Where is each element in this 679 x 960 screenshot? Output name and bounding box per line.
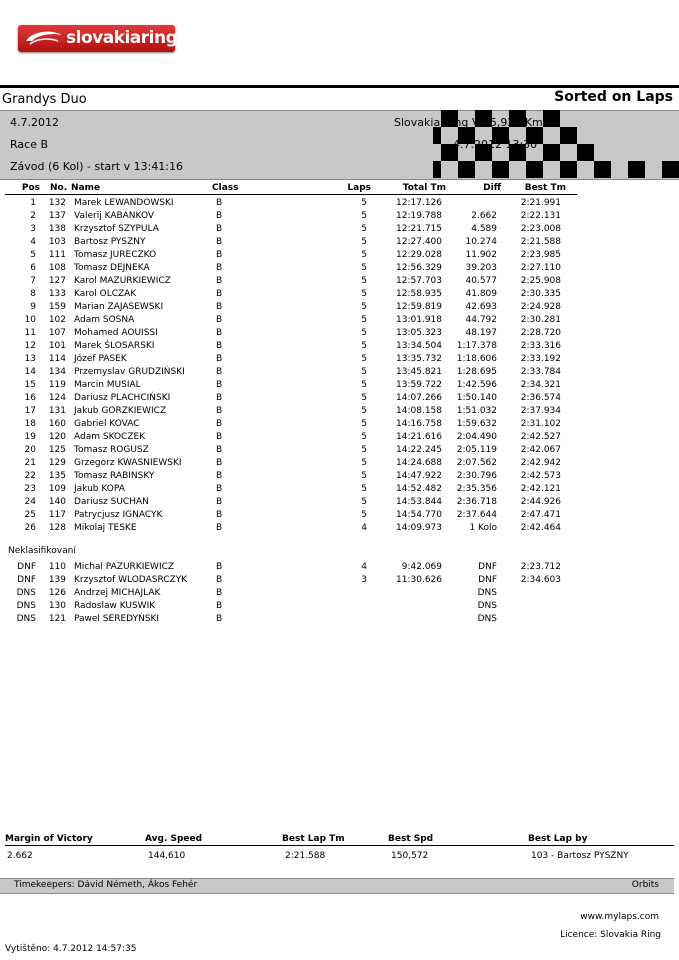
cell-class: B	[216, 497, 223, 507]
cell-name: Tomasz RABINSKY	[74, 471, 155, 481]
cell-pos: 5	[30, 250, 36, 260]
cell-laps: 5	[361, 510, 367, 520]
cell-laps: 5	[361, 224, 367, 234]
cell-pos: DNF	[17, 562, 36, 572]
cell-class: B	[216, 302, 223, 312]
cell-laps: 5	[361, 367, 367, 377]
cell-pos: 12	[24, 341, 36, 351]
cell-best: 2:33.316	[520, 341, 561, 351]
cell-laps: 5	[361, 419, 367, 429]
cell-total: 13:45.821	[396, 367, 442, 377]
logo-text: slovakiaring	[66, 28, 178, 48]
track-name: Slovakia Ring V4 5,922 Km	[394, 116, 543, 129]
cell-total: 14:16.758	[396, 419, 442, 429]
checker-square	[662, 161, 679, 178]
cell-laps: 5	[361, 445, 367, 455]
printed-timestamp: Vytištěno: 4.7.2012 14:57:35	[5, 944, 137, 954]
cell-diff: 1:51.032	[456, 406, 497, 416]
cell-total: 13:59.722	[396, 380, 442, 390]
cell-diff: 11.902	[465, 250, 497, 260]
cell-no: 137	[48, 211, 66, 221]
cell-total: 14:53.844	[396, 497, 442, 507]
cell-name: Gabriel KOVAC	[74, 419, 140, 429]
cell-name: Valerij KABANKOV	[74, 211, 155, 221]
cell-diff: 39.203	[465, 263, 497, 273]
cell-name: Mohamed AOUISSI	[74, 328, 158, 338]
cell-total: 14:47.922	[396, 471, 442, 481]
slovakiaring-logo	[18, 25, 178, 52]
cell-no: 138	[48, 224, 66, 234]
cell-best: 2:23.985	[520, 250, 561, 260]
cell-total: 11:30.626	[396, 575, 442, 585]
unclassified-label: Neklasifikovaní	[8, 546, 76, 556]
col-pos: Pos	[21, 183, 40, 193]
cell-best: 2:37.934	[520, 406, 561, 416]
cell-pos: 4	[30, 237, 36, 247]
cell-class: B	[216, 510, 223, 520]
cell-name: Karol OLCZAK	[74, 289, 137, 299]
cell-name: Jakub KOPA	[74, 484, 125, 494]
cell-no: 134	[48, 367, 66, 377]
cell-pos: 24	[24, 497, 36, 507]
cell-diff: 42.693	[465, 302, 497, 312]
cell-total: 13:05.323	[396, 328, 442, 338]
cell-pos: 8	[30, 289, 36, 299]
avg-speed-value: 144,610	[148, 851, 186, 861]
cell-class: B	[216, 523, 223, 533]
cell-total: 14:54.770	[396, 510, 442, 520]
sorted-label: Sorted on Laps	[554, 89, 673, 105]
cell-laps: 5	[361, 328, 367, 338]
cell-diff: 2:07.562	[456, 458, 497, 468]
cell-no: 159	[48, 302, 66, 312]
cell-no: 131	[48, 406, 66, 416]
cell-laps: 5	[361, 393, 367, 403]
cell-class: B	[216, 601, 223, 611]
cell-name: Marek LEWANDOWSKI	[74, 198, 174, 208]
cell-diff: 40.577	[465, 276, 497, 286]
cell-best: 2:21.588	[520, 237, 561, 247]
mov-value: 2.662	[7, 851, 33, 861]
cell-no: 125	[48, 445, 66, 455]
cell-total: 9:42.069	[401, 562, 442, 572]
best-lap-by-label: Best Lap by	[528, 834, 588, 844]
cell-laps: 4	[361, 523, 367, 533]
cell-class: B	[216, 419, 223, 429]
cell-no: 128	[48, 523, 66, 533]
cell-pos: DNF	[17, 575, 36, 585]
best-lap-by-value: 103 - Bartosz PYSZNY	[531, 851, 629, 861]
col-class: Class	[212, 183, 239, 193]
cell-total: 13:34.504	[396, 341, 442, 351]
cell-pos: 23	[24, 484, 36, 494]
cell-total: 14:21.616	[396, 432, 442, 442]
cell-laps: 5	[361, 432, 367, 442]
cell-pos: DNS	[16, 614, 36, 624]
cell-name: Przemyslav GRUDZIŃSKI	[74, 367, 185, 377]
cell-total: 13:01.918	[396, 315, 442, 325]
cell-no: 117	[48, 510, 66, 520]
cell-best: 2:23.008	[520, 224, 561, 234]
cell-best: 2:33.192	[520, 354, 561, 364]
best-speed-value: 150,572	[391, 851, 429, 861]
cell-best: 2:42.527	[520, 432, 561, 442]
cell-name: Patrycjusz IGNACYK	[74, 510, 163, 520]
cell-name: Mikolaj TESKE	[74, 523, 137, 533]
cell-total: 14:07.266	[396, 393, 442, 403]
cell-total: 14:08.158	[396, 406, 442, 416]
cell-total: 14:09.973	[396, 523, 442, 533]
cell-laps: 5	[361, 263, 367, 273]
cell-name: Dariusz PLACHCIŃSKI	[74, 393, 171, 403]
cell-laps: 5	[361, 406, 367, 416]
checker-square	[543, 110, 560, 127]
cell-no: 130	[48, 601, 66, 611]
cell-diff: 1:28.695	[456, 367, 497, 377]
cell-pos: 11	[24, 328, 36, 338]
cell-diff: 2:37.644	[456, 510, 497, 520]
cell-diff: 2:30.796	[456, 471, 497, 481]
cell-class: B	[216, 471, 223, 481]
cell-name: Adam SKOCZEK	[74, 432, 146, 442]
cell-class: B	[216, 263, 223, 273]
cell-diff: 2.662	[471, 211, 497, 221]
cell-diff: 1:18.606	[456, 354, 497, 364]
cell-pos: 9	[30, 302, 36, 312]
cell-laps: 5	[361, 211, 367, 221]
cell-laps: 5	[361, 276, 367, 286]
cell-pos: 6	[30, 263, 36, 273]
cell-best: 2:22.131	[520, 211, 561, 221]
cell-total: 12:17.126	[396, 198, 442, 208]
cell-diff: 10.274	[465, 237, 497, 247]
cell-diff: 1 Kolo	[469, 523, 497, 533]
checker-square	[526, 161, 543, 178]
cell-diff: 48.197	[465, 328, 497, 338]
cell-name: Michal PAZURKIEWICZ	[74, 562, 175, 572]
cell-no: 101	[48, 341, 66, 351]
cell-diff: 4.589	[471, 224, 497, 234]
cell-pos: 26	[24, 523, 36, 533]
cell-no: 126	[48, 588, 66, 598]
cell-diff: DNF	[478, 562, 497, 572]
cell-best: 2:42.121	[520, 484, 561, 494]
cell-name: Krzysztof SZYPULA	[74, 224, 159, 234]
cell-name: Tomasz DEJNEKA	[74, 263, 150, 273]
cell-total: 14:24.688	[396, 458, 442, 468]
cell-name: Karol MAZURKIEWICZ	[74, 276, 171, 286]
cell-best: 2:44.926	[520, 497, 561, 507]
cell-name: Bartosz PYSZNY	[74, 237, 146, 247]
session-name: Race B	[10, 138, 49, 151]
cell-best: 2:36.574	[520, 393, 561, 403]
cell-class: B	[216, 484, 223, 494]
cell-laps: 4	[361, 562, 367, 572]
cell-no: 110	[48, 562, 66, 572]
avg-speed-label: Avg. Speed	[145, 834, 203, 844]
mov-label: Margin of Victory	[5, 834, 93, 844]
cell-total: 12:27.400	[396, 237, 442, 247]
cell-best: 2:42.573	[520, 471, 561, 481]
cell-no: 109	[48, 484, 66, 494]
cell-best: 2:23.712	[520, 562, 561, 572]
cell-no: 133	[48, 289, 66, 299]
cell-class: B	[216, 224, 223, 234]
cell-diff: DNS	[477, 601, 497, 611]
cell-total: 12:29.028	[396, 250, 442, 260]
cell-no: 103	[48, 237, 66, 247]
checker-square	[433, 127, 441, 144]
cell-pos: 19	[24, 432, 36, 442]
cell-best: 2:34.321	[520, 380, 561, 390]
cell-class: B	[216, 406, 223, 416]
best-lap-value: 2:21.588	[285, 851, 326, 861]
cell-no: 107	[48, 328, 66, 338]
cell-diff: DNS	[477, 588, 497, 598]
cell-no: 111	[48, 250, 66, 260]
cell-pos: DNS	[16, 601, 36, 611]
cell-best: 2:31.102	[520, 419, 561, 429]
header-divider	[0, 85, 679, 88]
cell-best: 2:33.784	[520, 367, 561, 377]
cell-best: 2:30.281	[520, 315, 561, 325]
cell-pos: 18	[24, 419, 36, 429]
cell-no: 108	[48, 263, 66, 273]
cell-pos: 16	[24, 393, 36, 403]
cell-class: B	[216, 562, 223, 572]
best-lap-label: Best Lap Tm	[282, 834, 345, 844]
cell-best: 2:42.464	[520, 523, 561, 533]
cell-pos: 1	[30, 198, 36, 208]
cell-total: 12:57.703	[396, 276, 442, 286]
cell-diff: 1:59.632	[456, 419, 497, 429]
cell-no: 140	[48, 497, 66, 507]
cell-name: Krzysztof WLODASRCZYK	[74, 575, 188, 585]
cell-name: Dariusz SUCHAN	[74, 497, 149, 507]
cell-pos: 2	[30, 211, 36, 221]
licence-text: Licence: Slovakia Ring	[560, 930, 661, 940]
cell-no: 135	[48, 471, 66, 481]
checker-square	[543, 144, 560, 161]
website-link[interactable]: www.mylaps.com	[580, 912, 659, 922]
cell-name: Józef PASEK	[74, 354, 127, 364]
cell-no: 139	[48, 575, 66, 585]
cell-diff: 2:35.356	[456, 484, 497, 494]
cell-best: 2:27.110	[520, 263, 561, 273]
cell-pos: 7	[30, 276, 36, 286]
cell-name: Marian ZAJASEWSKI	[74, 302, 164, 312]
cell-laps: 3	[361, 575, 367, 585]
cell-laps: 5	[361, 354, 367, 364]
cell-class: B	[216, 276, 223, 286]
cell-pos: 13	[24, 354, 36, 364]
cell-no: 132	[48, 198, 66, 208]
cell-pos: 21	[24, 458, 36, 468]
cell-laps: 5	[361, 471, 367, 481]
cell-diff: 1:17.378	[456, 341, 497, 351]
cell-diff: 41.809	[465, 289, 497, 299]
cell-diff: 2:36.718	[456, 497, 497, 507]
cell-total: 12:58.935	[396, 289, 442, 299]
cell-name: Marek ŚLOSARSKI	[74, 341, 155, 351]
cell-class: B	[216, 393, 223, 403]
cell-pos: 25	[24, 510, 36, 520]
cell-class: B	[216, 445, 223, 455]
cell-pos: 3	[30, 224, 36, 234]
cell-laps: 5	[361, 341, 367, 351]
cell-name: Marcin MUSIAL	[74, 380, 141, 390]
cell-laps: 5	[361, 198, 367, 208]
cell-best: 2:34.603	[520, 575, 561, 585]
cell-best: 2:42.942	[520, 458, 561, 468]
cell-name: Jakub GORZKIEWICZ	[74, 406, 167, 416]
checker-square	[577, 144, 594, 161]
cell-no: 114	[48, 354, 66, 364]
cell-class: B	[216, 250, 223, 260]
checker-square	[458, 161, 475, 178]
col-name: Name	[71, 183, 101, 193]
cell-name: Pawel SEREDYŃSKI	[74, 614, 160, 624]
cell-diff: DNS	[477, 614, 497, 624]
cell-class: B	[216, 432, 223, 442]
checker-square	[560, 161, 577, 178]
cell-best: 2:21.991	[520, 198, 561, 208]
col-best: Best Tm	[524, 183, 566, 193]
cell-class: B	[216, 588, 223, 598]
checker-square	[628, 161, 645, 178]
cell-no: 102	[48, 315, 66, 325]
cell-no: 127	[48, 276, 66, 286]
cell-total: 13:35.732	[396, 354, 442, 364]
cell-pos: 20	[24, 445, 36, 455]
cell-class: B	[216, 614, 223, 624]
orbits-text: Orbits	[631, 880, 659, 890]
cell-class: B	[216, 328, 223, 338]
cell-no: 129	[48, 458, 66, 468]
event-title: Grandys Duo	[2, 92, 87, 107]
cell-no: 160	[48, 419, 66, 429]
cell-laps: 5	[361, 497, 367, 507]
cell-class: B	[216, 237, 223, 247]
cell-name: Radoslaw KUSWIK	[74, 601, 156, 611]
cell-no: 120	[48, 432, 66, 442]
track-swirl-icon	[24, 29, 64, 47]
col-diff: Diff	[483, 183, 501, 193]
cell-name: Andrzej MICHAJLAK	[74, 588, 161, 598]
cell-best: 2:24.928	[520, 302, 561, 312]
cell-class: B	[216, 575, 223, 585]
checker-square	[433, 161, 441, 178]
cell-total: 12:19.788	[396, 211, 442, 221]
best-speed-label: Best Spd	[388, 834, 434, 844]
cell-diff: 1:42.596	[456, 380, 497, 390]
cell-total: 12:21.715	[396, 224, 442, 234]
cell-best: 2:30.335	[520, 289, 561, 299]
col-laps: Laps	[347, 183, 371, 193]
cell-laps: 5	[361, 289, 367, 299]
cell-total: 14:22.245	[396, 445, 442, 455]
checker-square	[594, 161, 611, 178]
race-date: 4.7.2012	[10, 116, 59, 129]
cell-laps: 5	[361, 315, 367, 325]
cell-name: Tomasz JURECZKO	[74, 250, 157, 260]
cell-no: 121	[48, 614, 66, 624]
cell-diff: 2:05.119	[456, 445, 497, 455]
cell-diff: 2:04.490	[456, 432, 497, 442]
cell-laps: 5	[361, 380, 367, 390]
cell-laps: 5	[361, 458, 367, 468]
cell-best: 2:42.067	[520, 445, 561, 455]
cell-class: B	[216, 341, 223, 351]
cell-no: 124	[48, 393, 66, 403]
cell-pos: 17	[24, 406, 36, 416]
cell-class: B	[216, 289, 223, 299]
column-header-divider	[5, 194, 577, 195]
cell-name: Tomasz ROGUSZ	[74, 445, 149, 455]
cell-total: 14:52.482	[396, 484, 442, 494]
cell-total: 12:56.329	[396, 263, 442, 273]
cell-diff: 1:50.140	[456, 393, 497, 403]
cell-pos: 22	[24, 471, 36, 481]
cell-diff: DNF	[478, 575, 497, 585]
cell-best: 2:25.908	[520, 276, 561, 286]
checker-square	[492, 161, 509, 178]
cell-pos: 10	[24, 315, 36, 325]
cell-diff: 44.792	[465, 315, 497, 325]
cell-class: B	[216, 380, 223, 390]
cell-class: B	[216, 354, 223, 364]
cell-name: Adam SOSNA	[74, 315, 135, 325]
cell-best: 2:28.720	[520, 328, 561, 338]
cell-class: B	[216, 315, 223, 325]
cell-class: B	[216, 458, 223, 468]
race-info: Závod (6 Kol) - start v 13:41:16	[10, 160, 184, 173]
cell-no: 119	[48, 380, 66, 390]
cell-pos: 14	[24, 367, 36, 377]
checker-square	[560, 127, 577, 144]
timekeepers-text: Timekeepers: Dávid Németh, Ákos Fehér	[14, 880, 198, 890]
cell-class: B	[216, 198, 223, 208]
cell-total: 12:59.819	[396, 302, 442, 312]
cell-class: B	[216, 367, 223, 377]
cell-laps: 5	[361, 237, 367, 247]
col-no: No.	[50, 183, 68, 193]
cell-name: Grzegorz KWASNIEWSKI	[74, 458, 182, 468]
session-datetime: 4.7.2012 13:30	[453, 138, 538, 151]
cell-best: 2:47.471	[520, 510, 561, 520]
cell-pos: DNS	[16, 588, 36, 598]
cell-laps: 5	[361, 250, 367, 260]
cell-class: B	[216, 211, 223, 221]
cell-laps: 5	[361, 484, 367, 494]
cell-laps: 5	[361, 302, 367, 312]
summary-divider	[5, 845, 674, 846]
cell-pos: 15	[24, 380, 36, 390]
col-total: Total Tm	[402, 183, 446, 193]
